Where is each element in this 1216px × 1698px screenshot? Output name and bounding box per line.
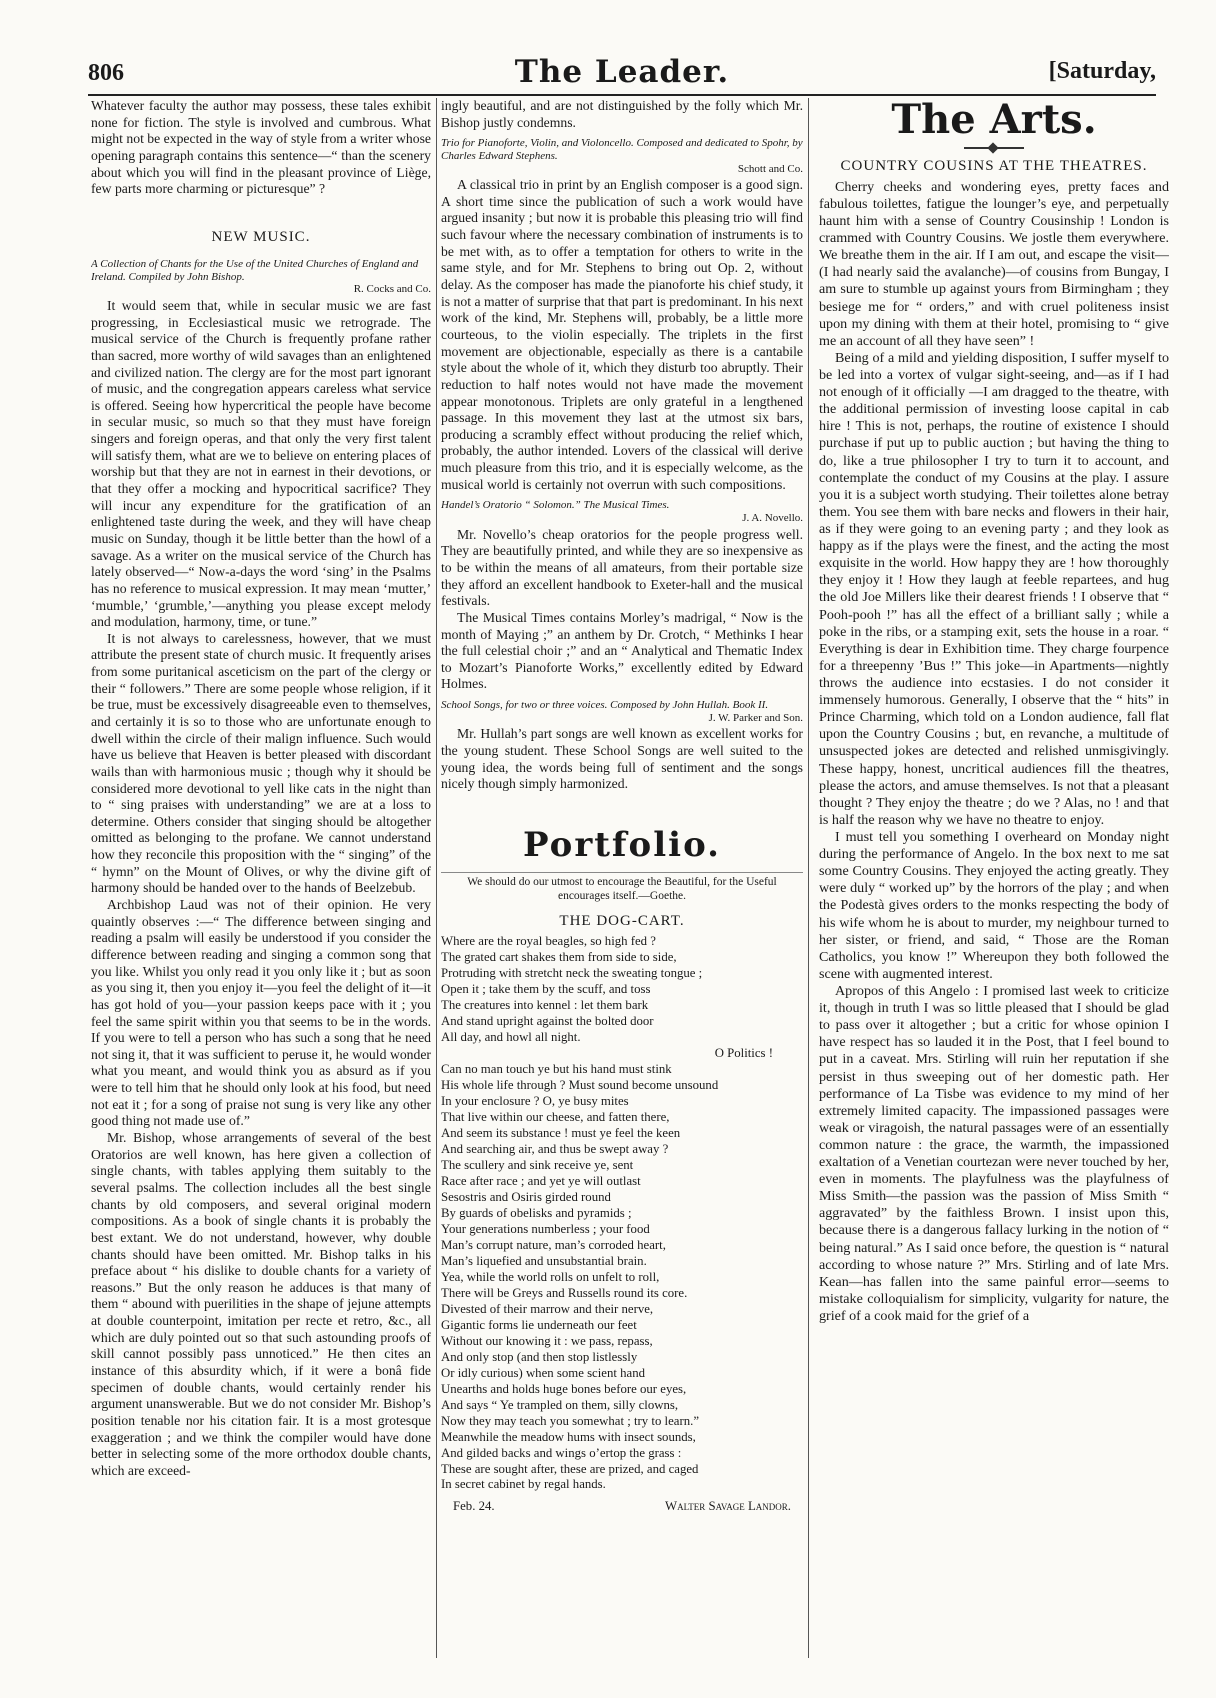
poem-line: Where are the royal beagles, so high fed ? <box>441 934 656 949</box>
poem-line: Or idly curious) when some scient hand <box>441 1365 645 1380</box>
review-title-text: Handel’s Oratorio “ Solomon.” The Musical Times. <box>441 499 670 512</box>
poem-line: Protruding with stretcht neck the sweating tongue ; <box>441 965 703 980</box>
poem-line: Gigantic forms lie underneath our feet <box>441 1317 637 1332</box>
review-title <box>441 137 803 175</box>
paragraph: The Musical Times contains Morley’s madrigal, “ Now is the month of Maying ;” an anthem by Dr. Crotch, “ Methinks I hear the full celestial choir ;” and an “ Analytical and Thematic Index to Mozart’s Pianoforte Works,” excellently edited by Edward Holmes. <box>441 609 803 692</box>
newspaper-title: The Leader. <box>514 54 730 90</box>
poem-line: Man’s corrupt nature, man’s corroded heart, <box>441 1237 666 1252</box>
poem-signature <box>441 1499 803 1515</box>
poem-line: And seem its substance ! must ye feel the keen <box>441 1125 681 1140</box>
paragraph: It is not always to carelessness, however, that we must attribute the present state of church music. It frequently arises from some puritanical asceticism on the part of the clergy or their “ followers.” There are some people whose religion, if it be true, must be excessively disagreeable even to themselves, and certainly it is so to those who are unfortunate enough to dwell within the circle of their malign influence. Such would have us believe that Heaven is better pleased with discordant wails than with harmonious music ; though why it should be considered more devotional to yell like cats in the night than to “ sing praises with understanding” we are at a loss to determine. Others consider that singing should be altogether omitted as belonging to the profane. We cannot understand how they reconcile this proposition with the “ singing” of the “ hymn” on the Mount of Olives, or why the divine gift of harmony should be handed over to the hands of Beelzebub. <box>91 630 431 896</box>
poem-line: In secret cabinet by regal hands. <box>441 1477 606 1492</box>
paragraph: Being of a mild and yielding disposition, I suffer myself to be led into a vortex of vulgar sight-seeing, and—as if I had not enough of it officially —I am dragged to the theatre, with the additional permission of investing loose capital in cab hire ! This is not, perhaps, the routine of existence I should purchase if put up to public auction ; but having the thing to do, like a true philosopher I try to turn it to account, and contemplate the conduct of my Cousins at the play. I assure you it is a subject worth studying. Their toilettes alone betray them. You see them with bare necks and flowers in their hair, as if they were going to an evening party ; and they look as happy as if the plays were the finest, and the acting the most exquisite in the world. How happy they are ! how thoroughly they enjoy it ! How they laugh at feeble repartees, and hug the old Joe Millers like their dearest friends ! I observe that “ Pooh-pooh !” has all the effect of a brilliant sally ; while a poke in the ribs, or a stamping exit, sets the house in a roar. “ Everything is dear in Exhibition time. They charge fourpence for a threepenny ’Bus !” This joke—in Apartments—nightly throws the audience into ecstasies. I do not consider it immensely humorous. Generally, I observe that the “ hits” in Prince Charming, which told on a London audience, fall flat upon the Country Cousins ; but, en revanche, a multitude of unsuspected jokes are detected and relished unmisgivingly. These happy, honest, uncritical audiences fill the theatres, please the actors, and amuse themselves. Is not that a pleasant thought ? They enjoy the theatre ; do we ? Alas, no ! and that is half the reason why we have no theatre to enjoy. <box>819 349 1169 828</box>
paragraph: Mr. Novello’s cheap oratorios for the people progress well. They are beautifully printed, and while they are so inexpensive as to be within the means of all amateurs, from their portable size they afford an excellent handbook to Exeter-hall and the musical festivals. <box>441 526 803 609</box>
poem-line: Divested of their marrow and their nerve, <box>441 1301 654 1316</box>
poem-line: The creatures into kennel : let them bark <box>441 997 649 1012</box>
poem-stanza <box>441 1062 803 1494</box>
poem-line: These are sought after, these are prized, and caged <box>441 1461 699 1476</box>
poem-line: The grated cart shakes them from side to side, <box>441 950 677 964</box>
paragraph: Cherry cheeks and wondering eyes, pretty faces and fabulous toilettes, fatigue the lounger’s eye, and perpetually haunt him with a sense of Country Cousinship ! London is crammed with Country Cousins. We jostle them everywhere. We breathe them in the air. If I am out, and escape the visit—(I had nearly said the avalanche)—of cousins from Bungay, I am sure to stumble up against yours from Birmingham ; they besiege me for “ orders,” and with cruel politeness insist upon my dining with them at their hotel, promising to “ give me an account of all they have seen” ! <box>819 178 1169 349</box>
publisher: J. A. Novello. <box>742 512 803 525</box>
poem-date: Feb. 24. <box>453 1499 495 1514</box>
poem-line: The scullery and sink receive ye, sent <box>441 1157 634 1172</box>
poem-line: By guards of obelisks and pyramids ; <box>441 1205 632 1220</box>
poem-line: And searching air, and thus be swept away ? <box>441 1141 669 1156</box>
poem-line: Unearths and holds huge bones before our eyes, <box>441 1381 687 1396</box>
publisher: Schott and Co. <box>737 162 803 175</box>
poem-line: O Politics ! <box>714 1045 773 1060</box>
masthead-rule <box>88 94 1156 96</box>
review-title-text: A Collection of Chants for the Use of the United Churches of England and Ireland. Compiled by John Bishop. <box>91 258 419 283</box>
paragraph: Apropos of this Angelo : I promised last week to criticize it, though in truth I was so little pleased that I should be glad to pass over it altogether ; but a critic for whose opinion I have respect has so lauded it in the Post, that I feel bound to put in a caveat. Mrs. Stirling will ruin her reputation if she persist in thus sweeping out of her domestic path. Her performance of La Tisbe was evidence to my mind of her extremely limited capacity. The impassioned passages were weak or viragoish, the natural passages were of an essentially common nature : the grace, the warmth, the impassioned exaltation of a Venetian courtezan were never touched by her, even in moments. The playfulness was the playfulness of Miss Smith—the passion was the passion of Miss Smith “ aggravated” by the faithless Brown. I insist upon this, because there is a dangerous fallacy lurking in the notion of “ being natural.” As I said once before, the question is “ natural according to whose nature ?” Mrs. Stirling and of late Mrs. Kean—has fallen into the same painful error—seems to mistake colloquialism for simplicity, vulgarity for nature, the grief of a cook maid for the grief of a <box>819 982 1169 1325</box>
masthead <box>88 56 1156 90</box>
paragraph: ingly beautiful, and are not distinguished by the folly which Mr. Bishop justly condemns. <box>441 98 803 130</box>
poem-line: Meanwhile the meadow hums with insect sounds, <box>441 1429 696 1444</box>
column-1 <box>91 98 431 1668</box>
review-title <box>441 499 803 524</box>
publisher: R. Cocks and Co. <box>353 283 431 296</box>
intro-paragraph: Whatever faculty the author may possess, these tales exhibit none for fiction. The style is involved and cumbrous. What might not be expected in the way of style from a writer whose opening paragraph contains this sentence—“ than the scenery about which you will find in the pleasant province of Liège, few parts more charming or picturesque” ? <box>91 98 431 197</box>
poem-title: THE DOG-CART. <box>559 912 685 929</box>
poem-line: In your enclosure ? O, ye busy mites <box>441 1093 629 1108</box>
poem-line: And only stop (and then stop listlessly <box>441 1349 638 1364</box>
page-number: 806 <box>88 60 124 86</box>
review-title <box>441 699 803 724</box>
poem-line: Without our knowing it : we pass, repass, <box>441 1333 653 1348</box>
portfolio-motto: We should do our utmost to encourage the Beautiful, for the Useful encourages itself.—Goethe. <box>441 872 803 904</box>
ornament-divider <box>964 147 1024 149</box>
column-3 <box>819 98 1169 1668</box>
poem-line: Now they may teach you somewhat ; try to learn.” <box>441 1413 699 1428</box>
article-heading: COUNTRY COUSINS AT THE THEATRES. <box>840 157 1148 174</box>
paragraph: A classical trio in print by an English composer is a good sign. A short time since the publication of such a work would have argued insanity ; but now it is probable this pleasing trio will find such favour where the necessary combination of instruments is to be met with, as to offer a temptation for others to write in the same style, and for Mr. Stephens to bring out Op. 2, without delay. As the composer has made the pianoforte his chief study, it is not a matter of surprise that that part is predominant. In his next work of the kind, Mr. Stephens will, probably, be a little more courteous, to the violin especially. The triplets in the first movement are objectionable, especially as there is a cantabile style about the whole of it, which they disturb too abruptly. Their reduction to half notes would not have made the movement appear monotonous. Triplets are only grateful in a lengthened passage. In this movement they last at the utmost six bars, producing a scrambly effect without producing the relief which, probably, the author intended. Lovers of the classical will derive much pleasure from this trio, and it is especially welcome, as the musical world is certainly not overrun with such compositions. <box>441 177 803 492</box>
paragraph: Mr. Bishop, whose arrangements of several of the best Oratorios are well known, has here given a collection of single chants, with tables applying them suitably to the several psalms. The collection includes all the best single chants by old composers, and several original modern compositions. As a book of single chants it is probably the best extant. We do not understand, however, why double chants should have been omitted. Mr. Bishop talks in his preface about “ his dislike to double chants for a variety of reasons.” But the only reason he adduces is that many of them “ abound with puerilities in the shape of jejune attempts at double counterpoint, imitation per recte et retro, &c., all which are duly pointed out so that such astounding proofs of skill cannot possibly pass unnoticed.” He then cites an instance of this absurdity which, if it were a bonâ fide specimen of double chants, would certainly render his argument unanswerable. But we do not consider Mr. Bishop’s position tenable nor his citation fair. It is a most grotesque exaggeration ; and we think the compiler would have done better in selecting some of the more orthodox double chants, which are exceed- <box>91 1130 431 1478</box>
poem-line: Yea, while the world rolls on unfelt to roll, <box>441 1269 660 1284</box>
publisher: J. W. Parker and Son. <box>708 711 803 724</box>
review-title-text: Trio for Pianoforte, Violin, and Violoncello. Composed and dedicated to Spohr, by Charles Edward Stephens. <box>441 137 803 162</box>
column-divider <box>808 98 809 1658</box>
review-title-text: School Songs, for two or three voices. Composed by John Hullah. Book II. <box>441 699 769 712</box>
portfolio-heading: Portfolio. <box>522 824 721 865</box>
poem-line: All day, and howl all night. <box>441 1029 581 1044</box>
poem-line: His whole life through ? Must sound become unsound <box>441 1077 719 1092</box>
column-divider <box>436 98 437 1658</box>
poem-line: And says “ Ye trampled on them, silly clowns, <box>441 1397 679 1412</box>
poem-line: And stand upright against the bolted door <box>441 1013 654 1028</box>
poem-line: That live within our cheese, and fatten there, <box>441 1109 670 1124</box>
paragraph: It would seem that, while in secular music we are fast progressing, in Ecclesiastical music we retrograde. The musical service of the Church is frequently profane rather than sacred, more worthy of wild savages than an enlightened and civilized nation. The clergy are for the most part ignorant of music, and the congregation appears careless what service is offered. Seeing how hypercritical the people have become in secular music, so much so that they must have foreign singers and foreign operas, and that only the very first talent will satisfy them, what are we to believe on entering places of worship but that they are not in earnest in their devotions, or that they offer a mocking and hypocritical sacrifice? They will incur any expenditure for the gratification of an enlightened taste during the week, and they will have cheap music on Sunday, though it be little better than the howl of a savage. As a writer on the musical service of the Church has lately observed—“ Now-a-days the word ‘sing’ in the Psalms has no reference to musical expression. It may mean ‘mutter,’ ‘mumble,’ ‘grumble,’—anything you please except melody and modulation, harmony, time, or tune.” <box>91 297 431 630</box>
poem-stanza <box>441 934 803 1046</box>
poem-line: Race after race ; and yet ye will outlast <box>441 1173 641 1188</box>
new-music-heading: NEW MUSIC. <box>211 228 311 245</box>
poem-line: Open it ; take them by the scuff, and toss <box>441 981 651 996</box>
arts-heading: The Arts. <box>891 98 1097 143</box>
poem-line: Man’s liquefied and unsubstantial brain. <box>441 1253 647 1268</box>
poem-author: Walter Savage Landor. <box>665 1499 791 1514</box>
paragraph: I must tell you something I overheard on Monday night during the performance of Angelo. In the box next to me sat some Country Cousins. They enjoyed the acting greatly. They were duly “ worked up” by the horrors of the play ; and when the Podestà gives orders to the monks respecting the body of his wife whom he is about to murder, my neighbour turned to her sister, or friend, and said, “ Those are the Roman Catholics, you know !” Whereupon they both followed the scene with augmented interest. <box>819 828 1169 982</box>
issue-day: [Saturday, <box>1048 58 1156 84</box>
poem <box>441 934 803 1493</box>
poem-line: Your generations numberless ; your food <box>441 1221 650 1236</box>
poem-line: And gilded backs and wings o’ertop the grass : <box>441 1445 682 1460</box>
poem-line: Can no man touch ye but his hand must stink <box>441 1061 672 1076</box>
poem-line: Sesostris and Osiris girded round <box>441 1189 611 1204</box>
paragraph: Archbishop Laud was not of their opinion. He very quaintly observes :—“ The difference between singing and reading a psalm will easily be understood if you consider the difference between reading and singing a common song that you like. Whilst you only read it you only like it ; but as soon as you sing it, then you enjoy it—you feel the delight of it—it has got hold of you—your passion keeps pace with it ; you feel the same spirit within you that seems to be in the words. If you were to tell a person who has such a song that he need not sing it, that it was sufficient to peruse it, he would wonder what you meant, and would think you as absurd as if you were to tell him that he should only look at his food, but need not eat it ; for a song of praise not sung is very like any other good thing not made use of.” <box>91 897 431 1129</box>
review-title <box>91 258 431 296</box>
column-2 <box>441 98 803 1668</box>
poem-line: There will be Greys and Russells round its core. <box>441 1285 688 1300</box>
paragraph: Mr. Hullah’s part songs are well known as excellent works for the young student. These School Songs are well suited to the young idea, the words being full of sentiment and the songs nicely though simply harmonized. <box>441 726 803 792</box>
